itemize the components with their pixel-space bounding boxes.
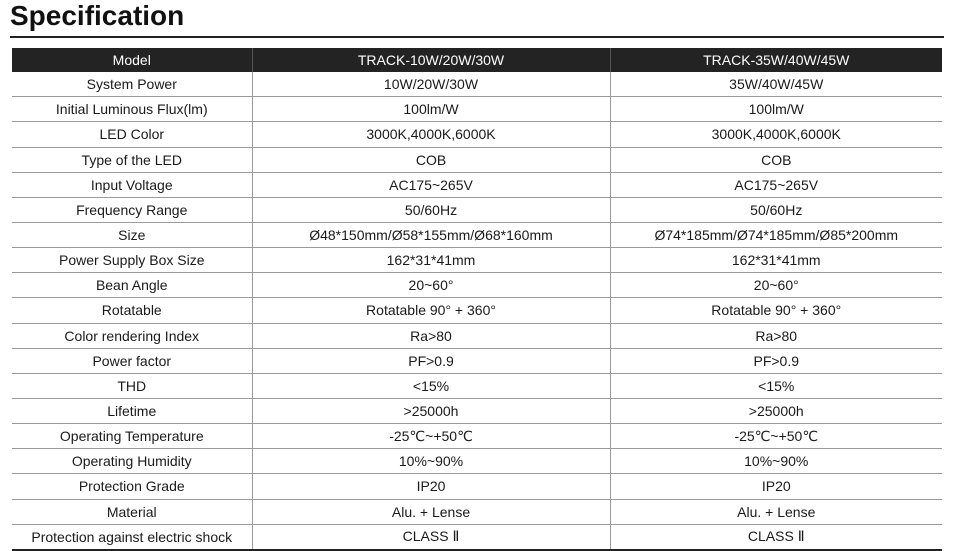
- spec-label-cell: Rotatable: [12, 298, 252, 323]
- spec-value-cell: 50/60Hz: [610, 197, 942, 222]
- spec-label-cell: Material: [12, 499, 252, 524]
- spec-value-cell: AC175~265V: [252, 172, 610, 197]
- table-row: [12, 398, 942, 423]
- spec-value-cell: <15%: [610, 373, 942, 398]
- spec-value-cell: 162*31*41mm: [252, 248, 610, 273]
- spec-label-cell: Initial Luminous Flux(lm): [12, 97, 252, 122]
- spec-label-cell: Lifetime: [12, 398, 252, 423]
- spec-value-cell: Alu. + Lense: [610, 499, 942, 524]
- spec-label-cell: System Power: [12, 72, 252, 97]
- spec-value-cell: <15%: [252, 373, 610, 398]
- spec-label-cell: Size: [12, 222, 252, 247]
- spec-value-cell: Rotatable 90° + 360°: [610, 298, 942, 323]
- header-cell-model-2: TRACK-35W/40W/45W: [610, 48, 942, 72]
- spec-value-cell: 50/60Hz: [252, 197, 610, 222]
- header-cell-model-1: TRACK-10W/20W/30W: [252, 48, 610, 72]
- spec-value-cell: 10%~90%: [252, 449, 610, 474]
- spec-value-cell: COB: [252, 147, 610, 172]
- spec-value-cell: >25000h: [610, 398, 942, 423]
- table-row: [12, 424, 942, 449]
- spec-label-cell: Power Supply Box Size: [12, 248, 252, 273]
- spec-value-cell: Ra>80: [252, 323, 610, 348]
- spec-label-cell: Operating Temperature: [12, 424, 252, 449]
- spec-value-cell: PF>0.9: [610, 348, 942, 373]
- spec-label-cell: Color rendering Index: [12, 323, 252, 348]
- spec-label-cell: Protection against electric shock: [12, 524, 252, 550]
- spec-label-cell: Type of the LED: [12, 147, 252, 172]
- spec-value-cell: CLASS Ⅱ: [610, 524, 942, 550]
- table-row: [12, 222, 942, 247]
- spec-value-cell: 20~60°: [610, 273, 942, 298]
- spec-label-cell: Input Voltage: [12, 172, 252, 197]
- table-row: [12, 373, 942, 398]
- table-row: [12, 172, 942, 197]
- spec-label-cell: Bean Angle: [12, 273, 252, 298]
- table-row: [12, 449, 942, 474]
- spec-label-cell: Protection Grade: [12, 474, 252, 499]
- table-row: [12, 72, 942, 97]
- page-title: Specification: [10, 0, 185, 31]
- table-row: [12, 197, 942, 222]
- spec-value-cell: IP20: [610, 474, 942, 499]
- spec-value-cell: 10%~90%: [610, 449, 942, 474]
- table-row: [12, 97, 942, 122]
- table-row: [12, 248, 942, 273]
- spec-value-cell: >25000h: [252, 398, 610, 423]
- spec-label-cell: LED Color: [12, 122, 252, 147]
- table-row: [12, 499, 942, 524]
- spec-label-cell: Frequency Range: [12, 197, 252, 222]
- table-row: [12, 474, 942, 499]
- spec-value-cell: 35W/40W/45W: [610, 72, 942, 97]
- spec-value-cell: Ø74*185mm/Ø74*185mm/Ø85*200mm: [610, 222, 942, 247]
- spec-label-cell: THD: [12, 373, 252, 398]
- table-body: [12, 72, 942, 550]
- specification-table: [12, 48, 942, 551]
- spec-value-cell: CLASS Ⅱ: [252, 524, 610, 550]
- spec-value-cell: Ra>80: [610, 323, 942, 348]
- spec-value-cell: COB: [610, 147, 942, 172]
- spec-value-cell: 20~60°: [252, 273, 610, 298]
- spec-label-cell: Power factor: [12, 348, 252, 373]
- spec-value-cell: Alu. + Lense: [252, 499, 610, 524]
- table-header-row: [12, 48, 942, 72]
- spec-value-cell: 100lm/W: [610, 97, 942, 122]
- spec-value-cell: IP20: [252, 474, 610, 499]
- table-row: [12, 122, 942, 147]
- spec-value-cell: 162*31*41mm: [610, 248, 942, 273]
- spec-value-cell: Rotatable 90° + 360°: [252, 298, 610, 323]
- table-row: [12, 323, 942, 348]
- table-row: [12, 348, 942, 373]
- spec-value-cell: 100lm/W: [252, 97, 610, 122]
- spec-value-cell: 10W/20W/30W: [252, 72, 610, 97]
- spec-value-cell: -25℃~+50℃: [610, 424, 942, 449]
- table-row: [12, 273, 942, 298]
- spec-value-cell: PF>0.9: [252, 348, 610, 373]
- spec-label-cell: Operating Humidity: [12, 449, 252, 474]
- table-row: [12, 298, 942, 323]
- spec-value-cell: 3000K,4000K,6000K: [610, 122, 942, 147]
- table-row: [12, 147, 942, 172]
- spec-value-cell: -25℃~+50℃: [252, 424, 610, 449]
- spec-value-cell: AC175~265V: [610, 172, 942, 197]
- spec-value-cell: Ø48*150mm/Ø58*155mm/Ø68*160mm: [252, 222, 610, 247]
- spec-value-cell: 3000K,4000K,6000K: [252, 122, 610, 147]
- title-underline: [10, 36, 944, 38]
- header-cell-model: Model: [112, 52, 151, 69]
